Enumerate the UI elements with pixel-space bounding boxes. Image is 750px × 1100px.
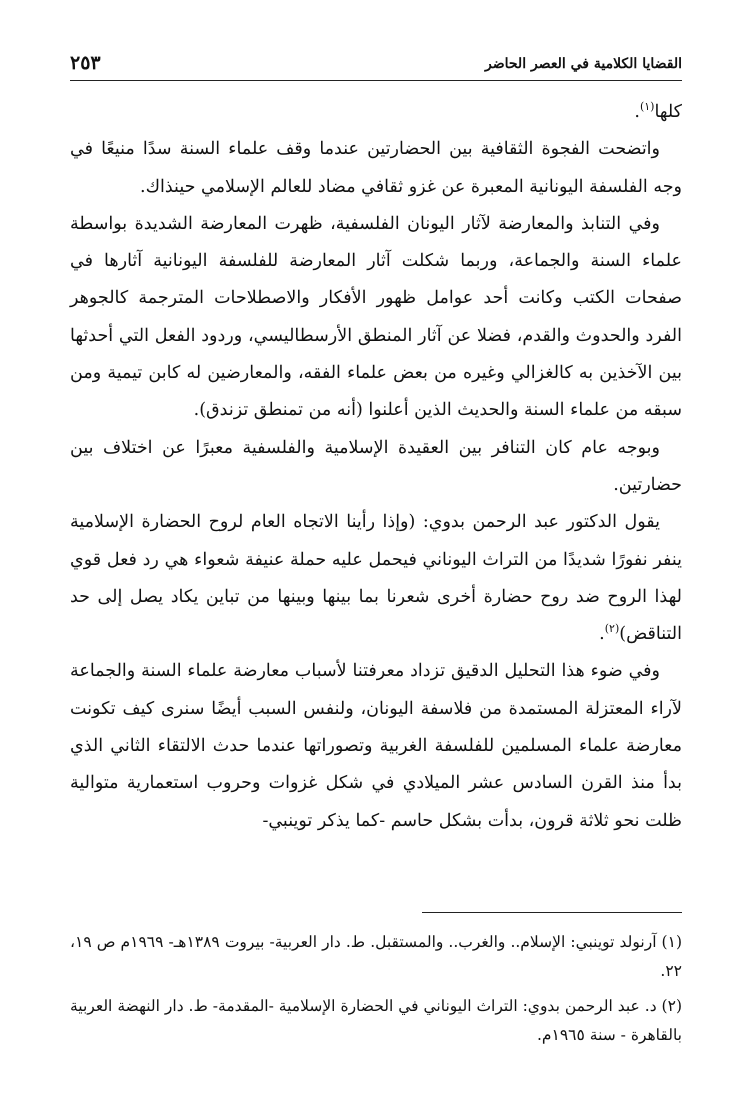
footnote: (٢) د. عبد الرحمن بدوي: التراث اليوناني في الحضارة الإسلامية -المقدمة- ط. دار النهضة العربية بالقاهرة - سنة ١٩٦٥م. — [70, 997, 682, 1044]
footnote-separator — [422, 912, 682, 913]
page-number: ٢٥٣ — [70, 52, 101, 74]
body-text — [70, 94, 682, 840]
paragraph: واتضحت الفجوة الثقافية بين الحضارتين عندما وقف علماء السنة سدًا منيعًا في وجه الفلسفة اليونانية المعبرة عن غزو ثقافي مضاد للعالم الإسلامي حينذاك. — [70, 139, 682, 197]
paragraph: يقول الدكتور عبد الرحمن بدوي: (وإذا رأينا الاتجاه العام لروح الحضارة الإسلامية ينفر نفورًا شديدًا من التراث اليوناني فيحمل عليه حملة عنيفة شعواء هي رد فعل قوي لهذا الروح ضد روح حضارة أخرى شعرنا بما بينها وبينها من تباين يكاد يصل إلى حد التناقض)$^{(٢)}$. — [70, 512, 682, 645]
paragraph: وفي ضوء هذا التحليل الدقيق تزداد معرفتنا لأسباب معارضة علماء السنة والجماعة لآراء المعتزلة المستمدة من فلاسفة اليونان، ولنفس السبب أيضًا سنرى كيف تكونت معارضة علماء المسلمين للفلسفة الغربية وتصوراتها عندما حدث الالتقاء الثاني الذي بدأ منذ القرن السادس عشر الميلادي في شكل غزوات وحروب استعمارية متوالية ظلت نحو ثلاثة قرون، بدأت بشكل حاسم -كما يذكر توينبي- — [70, 661, 682, 831]
footnote-marker: (٢) — [604, 622, 620, 636]
footnote: (١) آرنولد توينبي: الإسلام.. والغرب.. والمستقبل. ط. دار العربية- بيروت ١٣٨٩هـ- ١٩٦٩م ص ١٩، ٢٢. — [70, 933, 682, 980]
page-header — [70, 50, 682, 81]
footnotes — [70, 928, 682, 1056]
paragraph: وبوجه عام كان التنافر بين العقيدة الإسلامية والفلسفية معبرًا عن اختلاف بين حضارتين. — [70, 437, 682, 495]
running-title: القضايا الكلامية في العصر الحاضر — [485, 56, 682, 72]
paragraph: وفي التنابذ والمعارضة لآثار اليونان الفلسفية، ظهرت المعارضة الشديدة بواسطة علماء السنة والجماعة، وربما شكلت آثار المعارضة للفلسفة اليونانية آثارها في صفحات الكتب وكانت أحد عوامل ظهور الأفكار والاصطلاحات المترجمة كالجوهر الفرد والحدوث والقدم، فضلا عن آثار المنطق الأرسطاليسي، وردود الفعل التي أحدثها بين الآخذين به كالغزالي وغيره من بعض علماء الفقه، والمعارضين له كابن تيمية ومن سبقه من علماء السنة والحديث الذين أعلنوا (أنه من تمنطق تزندق). — [70, 213, 682, 421]
footnote-marker: (١) — [639, 100, 655, 114]
paragraph: كلها$^{(١)}$. — [634, 100, 682, 122]
